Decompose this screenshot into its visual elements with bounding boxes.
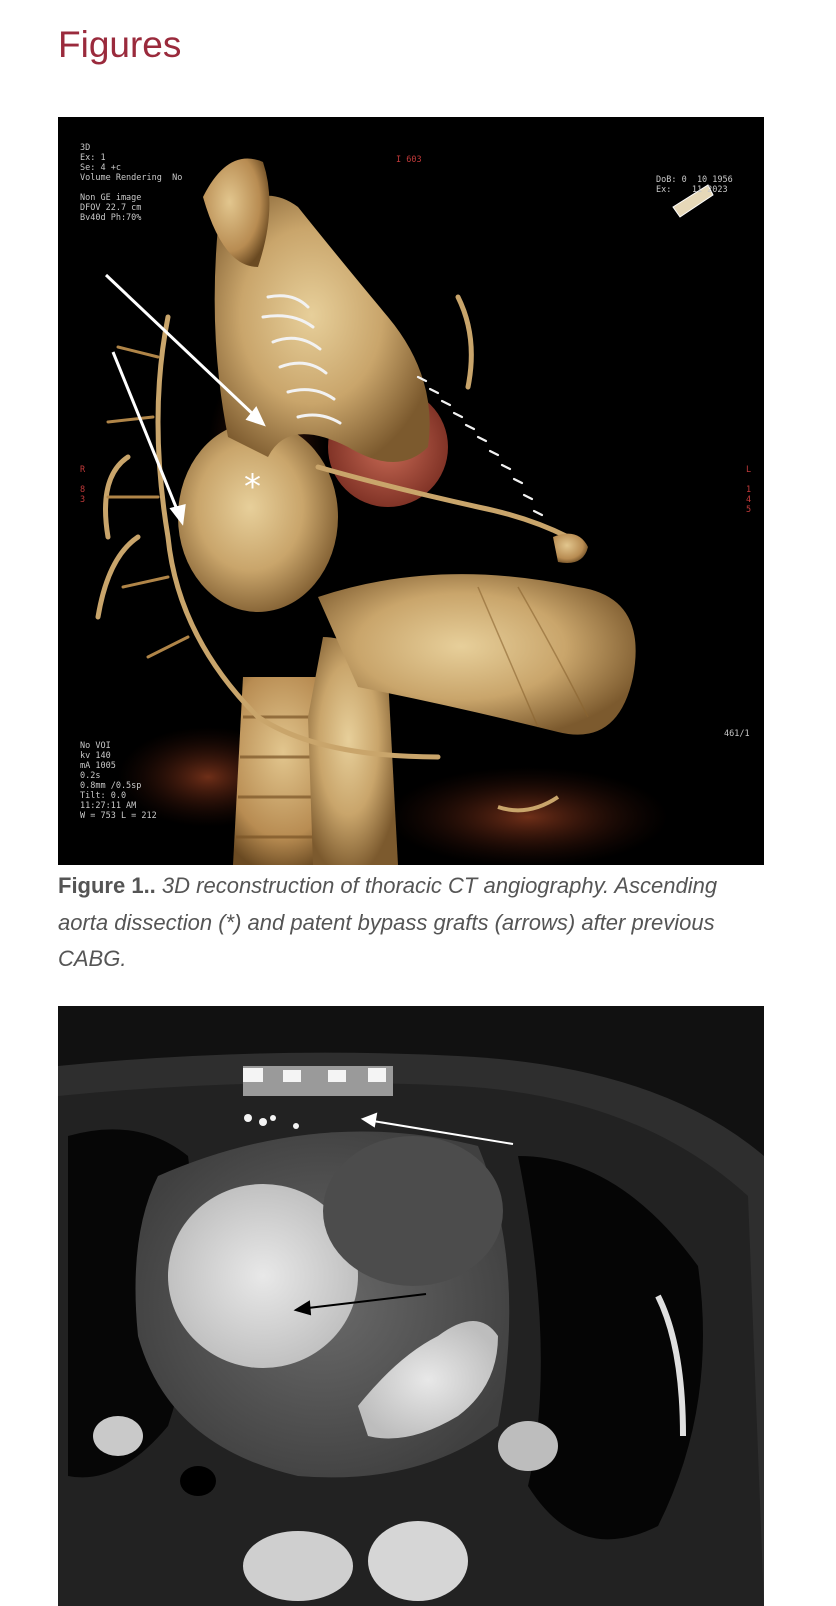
figure-1-image[interactable] bbox=[58, 117, 764, 865]
orientation-right-label: L 1 4 5 bbox=[746, 465, 752, 515]
figure-1-caption bbox=[58, 868, 768, 978]
dicom-info-right: 461/1 bbox=[724, 729, 750, 739]
ct-3d-rendering-icon bbox=[58, 117, 764, 865]
page-title: Figures bbox=[58, 24, 182, 65]
dissection-asterisk: * bbox=[244, 467, 261, 507]
figure-1-label: Figure 1.. bbox=[58, 873, 156, 898]
dicom-info-top-right: DoB: 0 10 1956 Ex: 11 2023 bbox=[656, 175, 733, 195]
orientation-left-label: R 8 3 bbox=[80, 465, 86, 505]
dicom-info-top-center: I 603 bbox=[396, 155, 422, 165]
figure-2-image[interactable] bbox=[58, 1006, 764, 1606]
ct-axial-slice-icon bbox=[58, 1006, 764, 1606]
dicom-info-bottom-left: No VOI kv 140 mA 1005 0.2s 0.8mm /0.5sp Tilt: 0.0 11:27:11 AM W = 753 L = 212 bbox=[80, 741, 157, 821]
dicom-info-top-left: 3D Ex: 1 Se: 4 +c Volume Rendering No Non GE image DFOV 22.7 cm Bv40d Ph:70% bbox=[80, 143, 183, 223]
figure-1-caption-text: 3D reconstruction of thoracic CT angiography. Ascending aorta dissection (*) and patent bypass grafts (arrows) after previous CABG. bbox=[58, 873, 718, 971]
